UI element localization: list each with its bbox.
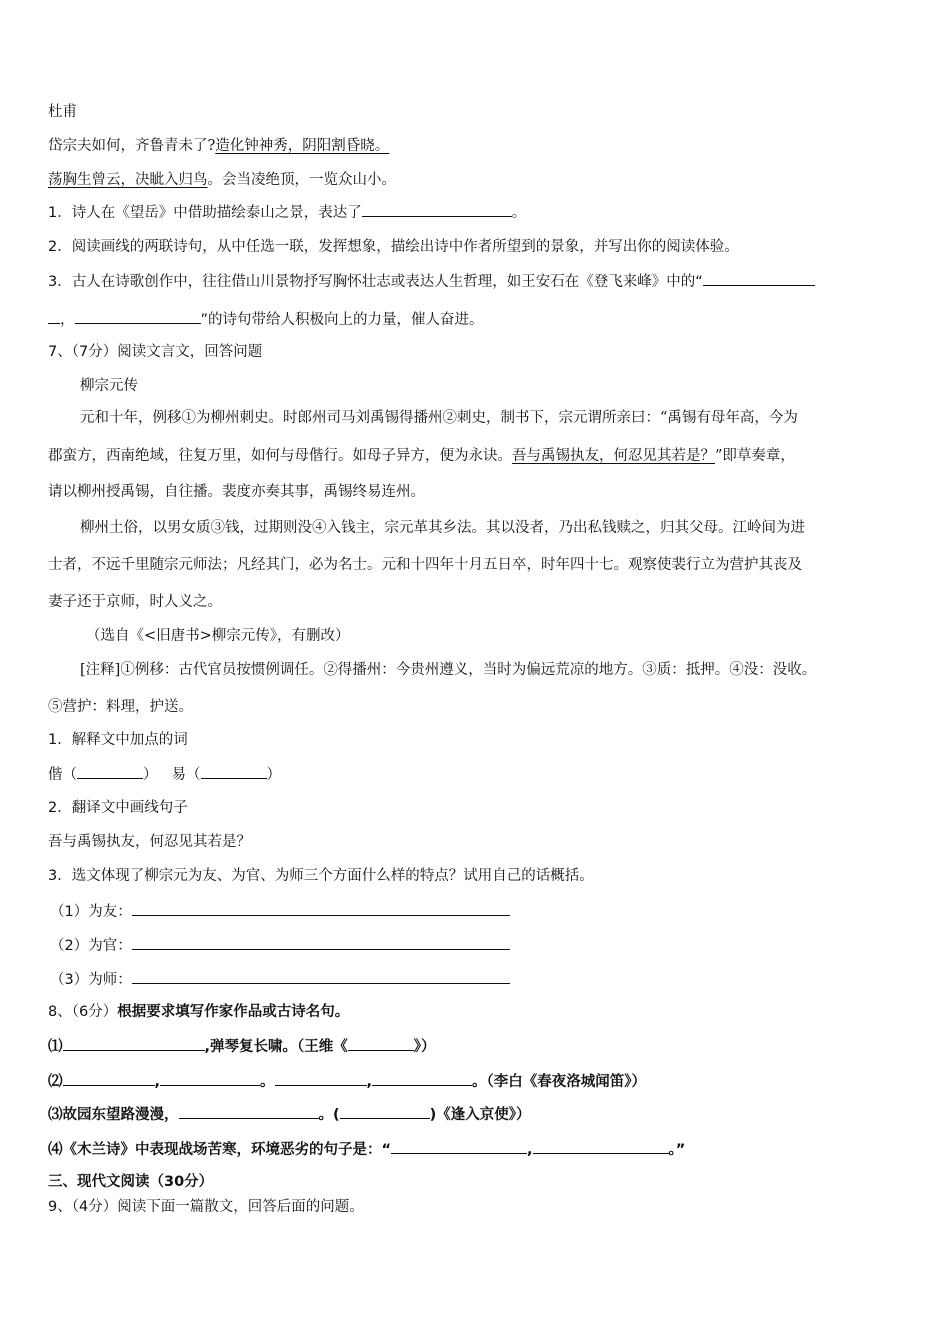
q8-item-2-blank-3[interactable] [275,1071,367,1086]
section-3-heading-text: 三、现代文阅读（30分） [48,1174,214,1190]
q7-heading [48,342,262,362]
q7-sub-2-text: 2．翻译文中画线句子 [48,800,188,816]
q7-p1-underlined-sentence: 吾与禹锡执友，何忍见其若是？ [512,448,715,464]
q7-p2-line-1-text: 柳州土俗，以男女质③钱，过期则没④入钱主，宗元革其乡法。其以没者，乃出私钱赎之，归其父母。江岭间为进 [80,520,805,536]
q7-sub-3-c-label: （3）为师： [50,972,132,988]
q7-sub-2 [48,798,188,818]
q8-heading-score: 8、（6分） [48,1004,118,1020]
q7-sub-3-b-label: （2）为官： [50,938,132,954]
q7-notes-line-1-text: [注释]①例移：古代官员按惯例调任。②得播州：今贵州遵义，当时为偏远荒凉的地方。③质：抵押。④没：没收。 [80,662,817,678]
q7-word-2-open: 易（ [171,767,201,783]
q7-p1-line-2 [48,446,795,466]
q8-item-4-end: 。” [668,1142,686,1158]
q7-sub-1 [48,730,188,750]
q8-item-3-blank-2[interactable] [340,1104,430,1119]
q8-item-2-blank-1[interactable] [63,1071,155,1086]
q7-word-2-blank[interactable] [201,764,267,779]
q8-item-4-blank-1[interactable] [391,1139,527,1154]
q7-sub-3-a-blank[interactable] [132,901,510,916]
q8-item-4-text: ⑷《木兰诗》中表现战场苦寒，环境恶劣的句子是：“ [48,1142,392,1158]
q7-sub-3-b [50,935,510,956]
q9-heading-text: 9、（4分）阅读下面一篇散文，回答后面的问题。 [48,1199,364,1215]
q8-item-2-blank-2[interactable] [160,1071,260,1086]
q6-item-1 [48,202,526,223]
q6-item-1-blank[interactable] [362,202,512,217]
q6-item-3-blank-1-cont[interactable] [48,309,60,324]
q6-item-3-blank-2[interactable] [75,309,201,324]
q8-item-2-comma-1: , [154,1074,161,1090]
poem-line-1-plain: 岱宗夫如何，齐鲁青未了? [48,138,216,154]
q8-item-4-blank-2[interactable] [533,1139,669,1154]
q7-p1-line-3 [48,482,425,502]
q7-sub-3-text: 3．选文体现了柳宗元为友、为官、为师三个方面什么样的特点？试用自己的话概括。 [48,868,594,884]
q8-item-3-blank-1[interactable] [179,1104,319,1119]
q7-sub-1-text: 1．解释文中加点的词 [48,732,188,748]
q8-item-1-num: ⑴ [48,1039,63,1055]
q7-p2-line-3-text: 妻子还于京师，时人义之。 [48,594,222,610]
q8-item-1-end: 》） [413,1039,436,1055]
poem-line-1-underlined: 造化钟神秀，阴阳割昏晓。 [215,138,390,154]
q7-sub-2-sentence [48,832,251,852]
q8-item-2-comma-2: , [366,1074,373,1090]
q6-item-1-end: 。 [511,205,527,221]
q7-p1-line-2-end: ”即草奏章， [715,448,795,464]
poem-line-2 [48,170,396,190]
q6-item-3-end: ”的诗句带给人积极向上的力量，催人奋进。 [200,312,484,328]
q6-item-2-text: 2．阅读画线的两联诗句，从中任选一联，发挥想象，描绘出诗中作者所望到的景象，并写出你的阅读体验。 [48,239,739,255]
q7-notes-line-1 [80,660,816,680]
q8-item-4 [48,1139,685,1160]
q8-item-3-end: )《逢入京使》） [429,1107,531,1123]
q8-item-1 [48,1036,436,1057]
q7-sub-3-a [50,901,510,922]
q8-heading-text: 根据要求填写作家作品或古诗名句。 [117,1004,350,1020]
q6-item-3-comma: ， [60,312,75,328]
q7-p1-line-3-text: 请以柳州授禹锡，自往播。裴度亦奏其事，禹锡终易连州。 [48,484,425,500]
q7-sub-3-c-blank[interactable] [132,969,510,984]
q7-title-text: 柳宗元传 [80,378,138,394]
q7-word-1-open: 偕（ [48,767,77,783]
q7-p2-line-2-text: 士者，不远千里随宗元师法；凡经其门，必为名士。元和十四年十月五日卒，时年四十七。观察使裴行立为营护其丧及 [48,557,802,573]
q7-sub-1-words [48,764,281,785]
q8-item-1-blank-2[interactable] [348,1036,414,1051]
section-3-heading [48,1172,213,1192]
q8-item-2-num: ⑵ [48,1074,63,1090]
q7-notes-line-2 [48,697,193,717]
q8-item-3 [48,1104,531,1125]
q7-title [80,376,138,396]
q7-p1-line-1-text: 元和十年，例移①为柳州刺史。时郎州司马刘禹锡得播州②刺史，制书下，宗元谓所亲曰：“禹锡有母年高，今为 [80,410,798,426]
q8-item-2-period-1: 。 [260,1074,275,1090]
q7-sub-3 [48,866,594,886]
q7-source-text: （选自《<旧唐书>柳宗元传》，有删改） [86,628,350,644]
q7-sub-3-c [50,969,510,990]
poem-author [48,102,77,122]
q9-heading [48,1197,364,1217]
q7-p2-line-2 [48,555,802,575]
poem-line-2-plain: 。会当凌绝顶，一览众山小。 [207,172,396,188]
q7-p1-line-2-text: 郡蛮方，西南绝域，往复万里，如何与母偕行。如母子异方，便为永诀。 [48,448,512,464]
q7-word-2-close: ） [266,767,281,783]
q8-item-1-text: ,弹琴复长啸。（王维《 [204,1039,348,1055]
q7-sub-3-a-label: （1）为友： [50,904,132,920]
q7-word-1-blank[interactable] [77,764,143,779]
q6-item-3-line-1 [48,271,815,292]
q7-p1-line-1 [80,408,798,428]
poem-line-1 [48,136,389,156]
q8-item-2-blank-4[interactable] [372,1071,472,1086]
q6-item-3-text: 3．古人在诗歌创作中，往往借山川景物抒写胸怀壮志或表达人生哲理，如王安石在《登飞来峰》中的“ [48,274,703,290]
q7-word-1-close: ） [143,767,158,783]
q7-heading-text: 7、（7分）阅读文言文，回答问题 [48,344,263,360]
poem-author-text: 杜甫 [48,104,77,120]
q6-item-3-blank-1[interactable] [703,271,815,286]
q7-sub-2-sentence-text: 吾与禹锡执友，何忍见其若是？ [48,834,251,850]
q8-item-3-mid: 。( [318,1107,340,1123]
q7-source [86,626,350,646]
q8-item-1-blank-1[interactable] [63,1036,205,1051]
q7-sub-3-b-blank[interactable] [132,935,510,950]
q6-item-1-text: 1．诗人在《望岳》中借助描绘泰山之景，表达了 [48,205,362,221]
q6-item-2 [48,237,739,257]
q6-item-3-line-2 [48,309,484,330]
q8-item-3-text: ⑶故园东望路漫漫， [48,1107,179,1123]
q7-p2-line-3 [48,592,222,612]
q8-item-2 [48,1071,646,1092]
poem-line-2-underlined: 荡胸生曾云，决眦入归鸟 [48,172,208,188]
q8-item-4-comma: , [527,1142,533,1158]
q7-notes-line-2-text: ⑤营护：料理，护送。 [48,699,193,715]
q8-heading [48,1002,349,1022]
q8-item-2-end: 。（李白《春夜洛城闻笛》） [472,1074,647,1090]
q7-p2-line-1 [80,518,805,538]
